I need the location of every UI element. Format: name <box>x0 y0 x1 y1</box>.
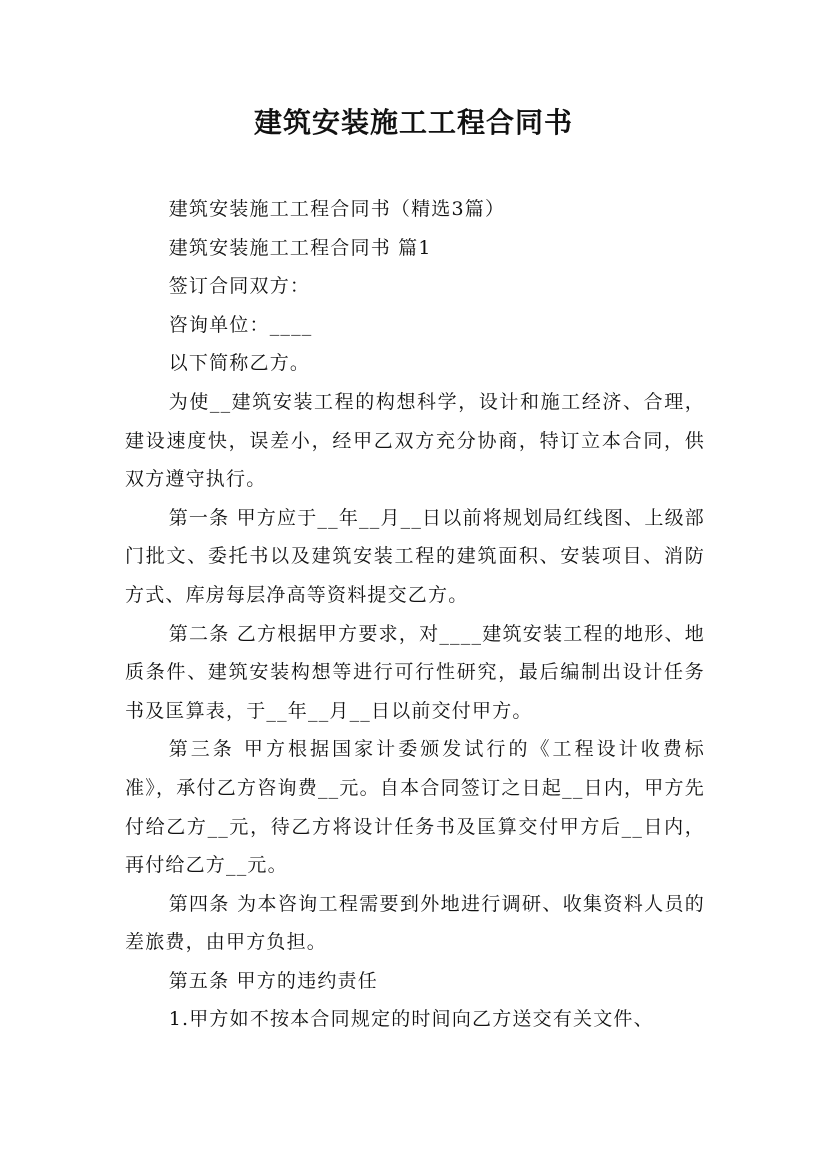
paragraph-consulting-unit: 咨询单位：____ <box>168 313 313 336</box>
paragraph-article-1: 第一条 甲方应于__年__月__日以前将规划局红线图、上级部门批文、委托书以及建筑安装工程的建筑面积、安装项目、消防方式、库房每层净高等资料提交乙方。 <box>125 506 705 606</box>
document-body <box>125 190 705 1039</box>
paragraph-section-heading: 建筑安装施工工程合同书 篇1 <box>168 236 432 259</box>
paragraph-article-5: 第五条 甲方的违约责任 <box>168 969 378 992</box>
paragraph-purpose: 为使__建筑安装工程的构想科学，设计和施工经济、合理，建设速度快，误差小，经甲乙双方充分协商，特订立本合同，供双方遵守执行。 <box>125 390 705 491</box>
paragraph-article-4: 第四条 为本咨询工程需要到外地进行调研、收集资料人员的差旅费，由甲方负担。 <box>125 892 705 954</box>
paragraph-clause-1: 1.甲方如不按本合同规定的时间向乙方送交有关文件、 <box>168 1008 654 1031</box>
paragraph-subtitle: 建筑安装施工工程合同书（精选3篇） <box>168 198 506 220</box>
paragraph-article-2: 第二条 乙方根据甲方要求，对____建筑安装工程的地形、地质条件、建筑安装构想等进行可行性研究，最后编制出设计任务书及匡算表，于__年__月__日以前交付甲方。 <box>125 622 705 722</box>
document-title: 建筑安装施工工程合同书 <box>253 106 573 139</box>
paragraph-parties: 签订合同双方： <box>168 275 311 298</box>
paragraph-party-b-note: 以下简称乙方。 <box>168 352 311 375</box>
paragraph-article-3: 第三条 甲方根据国家计委颁发试行的《工程设计收费标准》，承付乙方咨询费__元。自本合同签订之日起__日内，甲方先付给乙方__元，待乙方将设计任务书及匡算交付甲方后__日内，再付给乙方__元。 <box>125 738 705 877</box>
